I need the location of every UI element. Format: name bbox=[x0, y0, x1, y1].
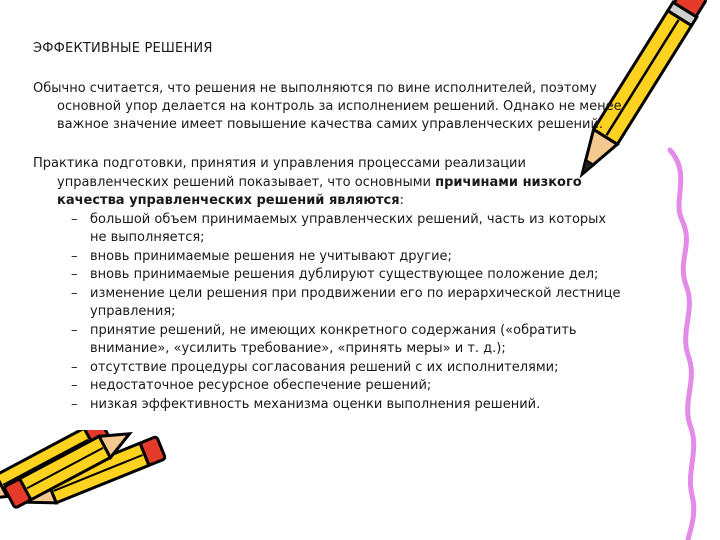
intro-line-3: важное значение имеет повышение качества самих управленческих решений. bbox=[57, 117, 604, 132]
list-item-text: низкая эффективность механизма оценки выполнения решений. bbox=[90, 396, 541, 412]
causes-paragraph bbox=[33, 155, 633, 414]
list-item bbox=[33, 266, 633, 285]
list-item-text-cont: не выполняется; bbox=[90, 230, 205, 245]
causes-line-2-bold: причинами низкого bbox=[435, 174, 582, 190]
list-marker: – bbox=[71, 378, 78, 393]
slide-title: ЭФФЕКТИВНЫЕ РЕШЕНИЯ bbox=[33, 41, 213, 56]
list-item bbox=[33, 322, 633, 359]
list-marker: – bbox=[71, 285, 78, 301]
list-item bbox=[33, 396, 633, 415]
list-marker: – bbox=[71, 322, 78, 338]
causes-line-3 bbox=[33, 192, 633, 211]
list-item-text: отсутствие процедуры согласования решений с их исполнителями; bbox=[90, 359, 559, 375]
causes-line-3-bold: качества управленческих решений являются bbox=[57, 193, 400, 208]
list-marker: – bbox=[71, 359, 78, 375]
list-marker: – bbox=[71, 248, 78, 264]
squiggle-decoration bbox=[652, 0, 720, 540]
list-item-text: недостаточное ресурсное обеспечение решений; bbox=[90, 378, 432, 393]
intro-line-1: Обычно считается, что решения не выполняются по вине исполнителей, поэтому bbox=[33, 81, 597, 96]
list-item-text: вновь принимаемые решения дублируют существующее положение дел; bbox=[90, 267, 599, 282]
list-marker: – bbox=[71, 211, 78, 227]
causes-line-3-end: : bbox=[399, 193, 405, 208]
causes-line-2-text: управленческих решений показывает, что основными bbox=[57, 174, 436, 190]
list-item-text: вновь принимаемые решения не учитывают другие; bbox=[90, 248, 452, 264]
list-item bbox=[33, 248, 633, 267]
list-item-text-cont: внимание», «усилить требование», «принять меры» и т. д.); bbox=[90, 341, 506, 356]
list-item-text-cont: управления; bbox=[90, 304, 176, 319]
list-item bbox=[33, 285, 633, 322]
pencils-bottom-icon bbox=[0, 430, 175, 540]
list-marker: – bbox=[71, 267, 78, 282]
list-item-text: изменение цели решения при продвижении его по иерархической лестнице bbox=[90, 285, 621, 301]
causes-line-1: Практика подготовки, принятия и управления процессами реализации bbox=[33, 156, 526, 171]
list-item bbox=[33, 377, 633, 396]
list-item-text: принятие решений, не имеющих конкретного содержания («обратить bbox=[90, 322, 577, 338]
causes-line-2 bbox=[33, 174, 633, 193]
intro-line-2: основной упор делается на контроль за исполнением решений. Однако не менее bbox=[57, 99, 622, 114]
list-marker: – bbox=[71, 396, 78, 412]
intro-paragraph bbox=[33, 80, 623, 134]
causes-list bbox=[33, 211, 633, 415]
list-item bbox=[33, 211, 633, 248]
list-item-text: большой объем принимаемых управленческих решений, часть из которых bbox=[90, 211, 607, 227]
list-item bbox=[33, 359, 633, 378]
